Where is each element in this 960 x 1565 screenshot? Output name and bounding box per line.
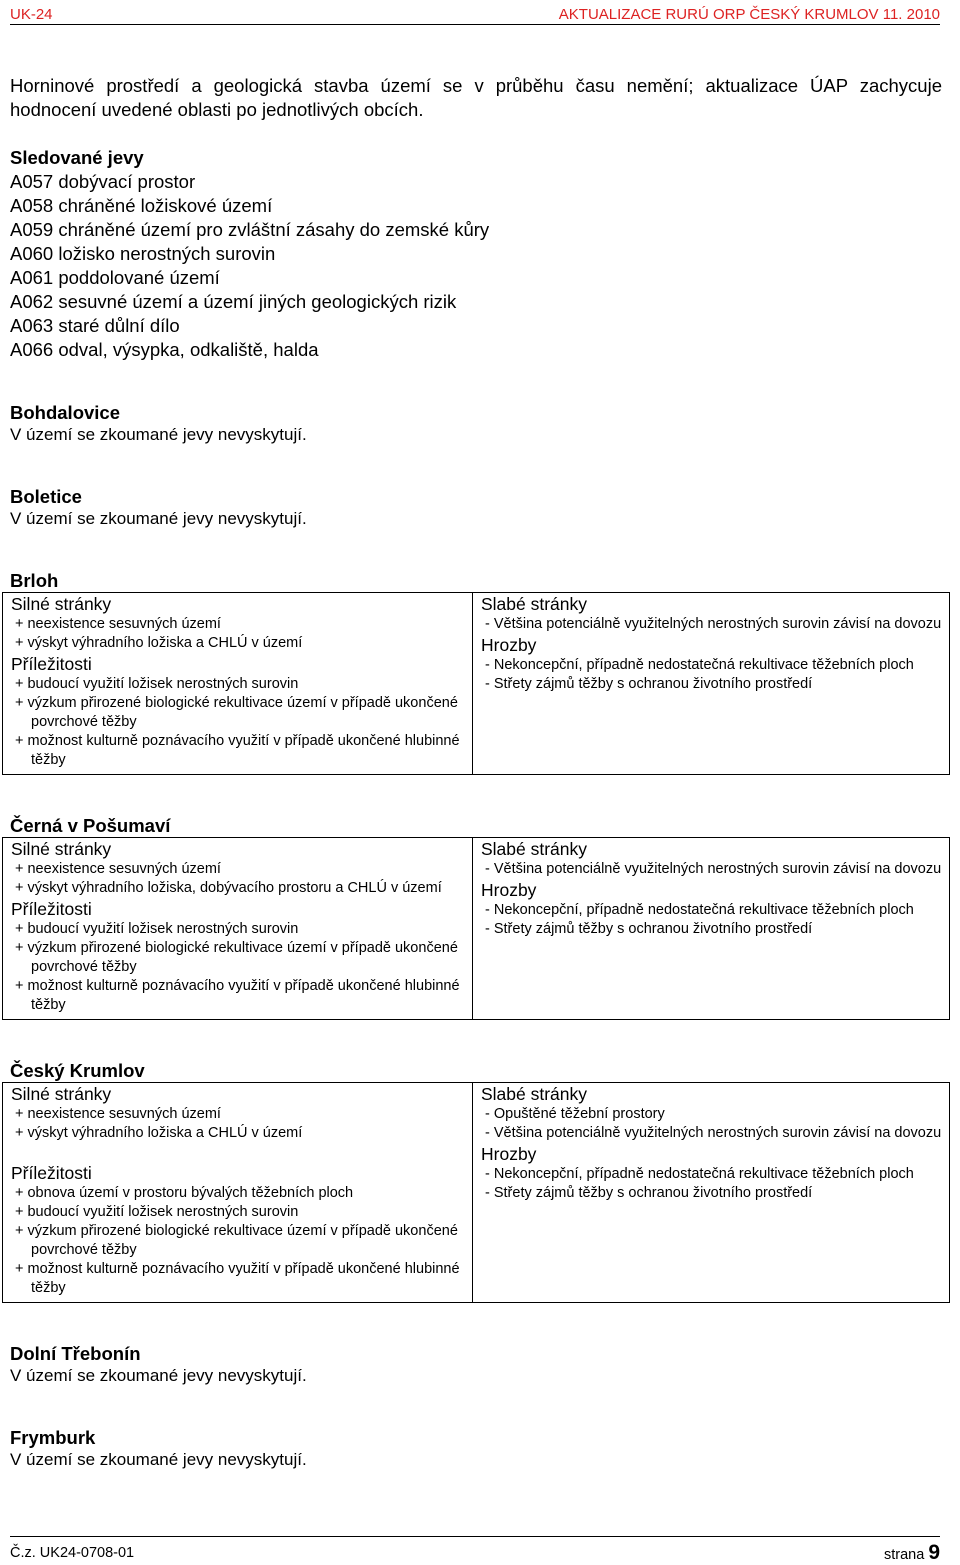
- town-note: V území se zkoumané jevy nevyskytují.: [10, 1366, 307, 1385]
- opportunity-item: + možnost kulturně poznávacího využití v případě ukončené hlubinné těžby: [15, 733, 460, 768]
- monitored-phenomena-title: Sledované jevy: [10, 147, 144, 168]
- phenomenon-item: A061 poddolované území: [10, 267, 220, 288]
- swot-left-column: [3, 1083, 473, 1303]
- header-doc-title: AKTUALIZACE RURÚ ORP ČESKÝ KRUMLOV 11. 2010: [558, 6, 940, 23]
- monitored-phenomena: [10, 146, 942, 362]
- weaknesses-heading: Slabé stránky: [481, 594, 588, 614]
- intro-paragraph: Horninové prostředí a geologická stavba území se v průběhu času nemění; aktualizace ÚAP zachycuje hodnocení uvedené oblasti po jednotlivých obcích.: [10, 75, 942, 120]
- town-note: V území se zkoumané jevy nevyskytují.: [10, 425, 307, 444]
- opportunity-item: + budoucí využití ložisek nerostných surovin: [15, 1204, 299, 1220]
- page-content: [10, 74, 942, 1511]
- threats-heading: Hrozby: [481, 635, 537, 655]
- town-name: Boletice: [10, 486, 82, 507]
- strength-item: + výskyt výhradního ložiska a CHLÚ v území: [15, 1125, 303, 1141]
- town-name: Frymburk: [10, 1427, 96, 1448]
- opportunity-item: + výzkum přirozené biologické rekultivace území v případě ukončené povrchové těžby: [15, 940, 458, 975]
- opportunity-item: + možnost kulturně poznávacího využití v případě ukončené hlubinné těžby: [15, 1261, 460, 1296]
- page-header: [10, 2, 940, 25]
- opportunity-item: + budoucí využití ložisek nerostných surovin: [15, 921, 299, 937]
- town-frymburk: [10, 1427, 942, 1471]
- strengths-heading: Silné stránky: [11, 1084, 112, 1104]
- page-number-block: [884, 1541, 940, 1565]
- phenomenon-item: A058 chráněné ložiskové území: [10, 195, 273, 216]
- header-doc-code: UK-24: [10, 6, 53, 23]
- phenomenon-item: A062 sesuvné území a území jiných geologických rizik: [10, 291, 457, 312]
- town-name: Brloh: [10, 570, 59, 591]
- weakness-item: - Většina potenciálně využitelných nerostných surovin závisí na dovozu: [485, 1125, 942, 1141]
- page-number: 9: [928, 1541, 940, 1564]
- strength-item: + neexistence sesuvných území: [15, 861, 221, 877]
- weakness-item: - Opuštěné těžební prostory: [485, 1106, 665, 1122]
- town-bohdalovice: [10, 402, 942, 446]
- town-name: Dolní Třebonín: [10, 1343, 141, 1364]
- strengths-heading: Silné stránky: [11, 839, 112, 859]
- swot-right-column: [473, 838, 950, 1020]
- opportunity-item: + výzkum přirozené biologické rekultivace území v případě ukončené povrchové těžby: [15, 1223, 458, 1258]
- page-label: strana: [883, 1547, 925, 1563]
- threat-item: - Střety zájmů těžby s ochranou životního prostředí: [485, 921, 813, 937]
- swot-table: [2, 592, 950, 775]
- town-name: Bohdalovice: [10, 402, 120, 423]
- phenomenon-item: A066 odval, výsypka, odkaliště, halda: [10, 339, 319, 360]
- town-brloh: [10, 570, 942, 775]
- town-cerna-v-posumavi: [10, 815, 942, 1020]
- town-note: V území se zkoumané jevy nevyskytují.: [10, 509, 307, 528]
- town-dolni-trebonin: [10, 1343, 942, 1387]
- swot-left-column: [3, 593, 473, 775]
- swot-right-column: [473, 1083, 950, 1303]
- town-cesky-krumlov: [10, 1060, 942, 1303]
- opportunity-item: + budoucí využití ložisek nerostných surovin: [15, 676, 299, 692]
- strength-item: + výskyt výhradního ložiska a CHLÚ v území: [15, 635, 303, 651]
- threat-item: - Střety zájmů těžby s ochranou životního prostředí: [485, 676, 813, 692]
- phenomenon-item: A059 chráněné území pro zvláštní zásahy do zemské kůry: [10, 219, 490, 240]
- opportunities-heading: Příležitosti: [11, 1163, 92, 1183]
- opportunities-heading: Příležitosti: [11, 654, 92, 674]
- town-note: V území se zkoumané jevy nevyskytují.: [10, 1450, 307, 1469]
- page-footer: [10, 1536, 940, 1563]
- threat-item: - Střety zájmů těžby s ochranou životního prostředí: [485, 1185, 813, 1201]
- footer-doc-number: Č.z. UK24-0708-01: [10, 1545, 135, 1561]
- strength-item: + neexistence sesuvných území: [15, 1106, 221, 1122]
- threat-item: - Nekoncepční, případně nedostatečná rekultivace těžebních ploch: [485, 1166, 914, 1182]
- phenomenon-item: A057 dobývací prostor: [10, 171, 196, 192]
- threat-item: - Nekoncepční, případně nedostatečná rekultivace těžebních ploch: [485, 657, 914, 673]
- weaknesses-heading: Slabé stránky: [481, 1084, 588, 1104]
- swot-table: [2, 1082, 950, 1303]
- weaknesses-heading: Slabé stránky: [481, 839, 588, 859]
- swot-table: [2, 837, 950, 1020]
- phenomenon-item: A063 staré důlní dílo: [10, 315, 180, 336]
- town-name: Český Krumlov: [10, 1060, 145, 1081]
- swot-right-column: [473, 593, 950, 775]
- weakness-item: - Většina potenciálně využitelných nerostných surovin závisí na dovozu: [485, 616, 942, 632]
- strength-item: + neexistence sesuvných území: [15, 616, 221, 632]
- threats-heading: Hrozby: [481, 880, 537, 900]
- strength-item: + výskyt výhradního ložiska, dobývacího prostoru a CHLÚ v území: [15, 880, 442, 896]
- opportunity-item: + možnost kulturně poznávacího využití v případě ukončené hlubinné těžby: [15, 978, 460, 1013]
- town-name: Černá v Pošumaví: [10, 815, 171, 836]
- town-boletice: [10, 486, 942, 530]
- strengths-heading: Silné stránky: [11, 594, 112, 614]
- threat-item: - Nekoncepční, případně nedostatečná rekultivace těžebních ploch: [485, 902, 914, 918]
- weakness-item: - Většina potenciálně využitelných nerostných surovin závisí na dovozu: [485, 861, 942, 877]
- phenomenon-item: A060 ložisko nerostných surovin: [10, 243, 276, 264]
- threats-heading: Hrozby: [481, 1144, 537, 1164]
- opportunities-heading: Příležitosti: [11, 899, 92, 919]
- opportunity-item: + obnova území v prostoru bývalých těžebních ploch: [15, 1185, 354, 1201]
- opportunity-item: + výzkum přirozené biologické rekultivace území v případě ukončené povrchové těžby: [15, 695, 458, 730]
- swot-left-column: [3, 838, 473, 1020]
